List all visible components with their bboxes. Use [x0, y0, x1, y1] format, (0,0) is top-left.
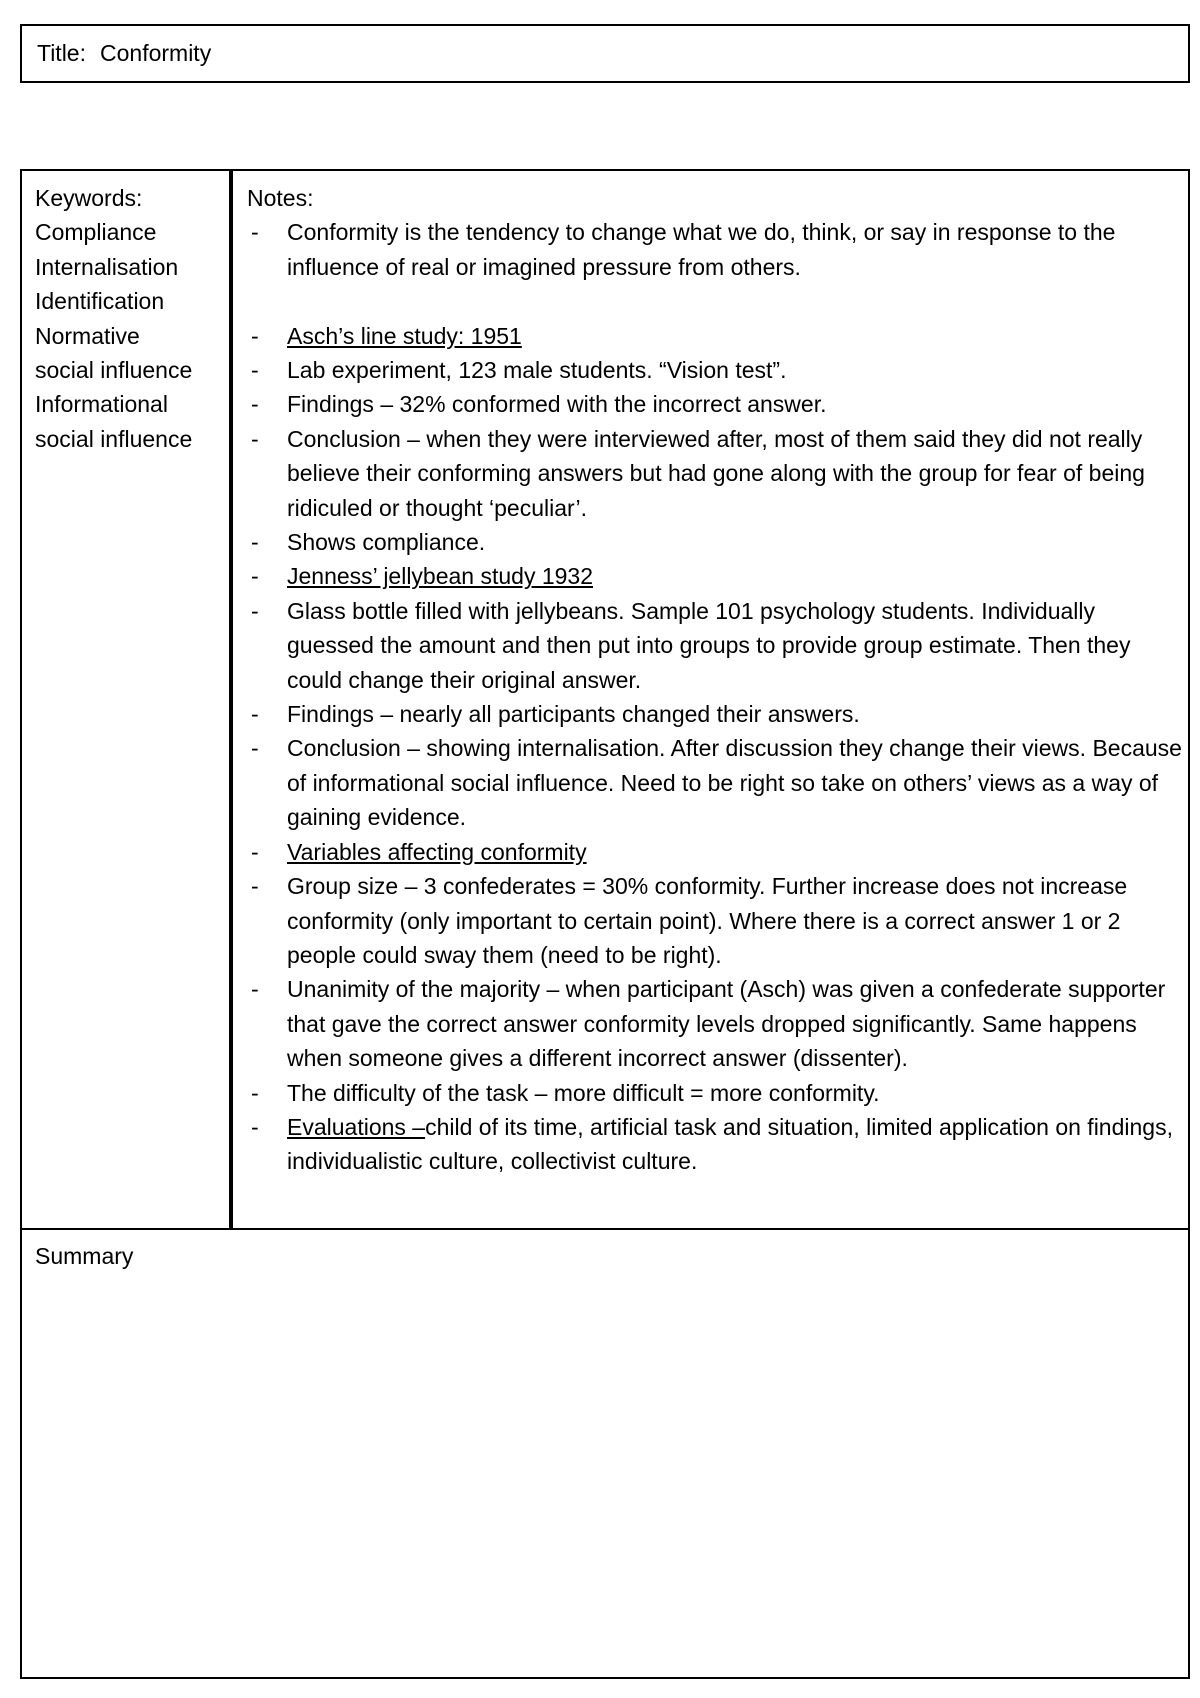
notes-list [247, 215, 1182, 1178]
evaluation-label: Evaluations – [287, 1113, 426, 1140]
keyword-item: Informational [35, 391, 168, 418]
summary-heading: Summary [35, 1243, 134, 1269]
note-item: - The difficulty of the task – more difficult = more conformity. [247, 1076, 1182, 1110]
title-box [20, 24, 1190, 83]
notes-column [247, 181, 1182, 1179]
note-item [247, 319, 1182, 353]
keyword-item: social influence [35, 357, 193, 384]
note-subheading: Jenness’ jellybean study 1932 [287, 563, 594, 590]
note-item: - Group size – 3 confederates = 30% conformity. Further increase does not increase conformity (only important to certain point). Where there is a correct answer 1 or 2 people could sway them (need to be right). [247, 869, 1182, 972]
note-item: - Shows compliance. [247, 525, 1182, 559]
note-item: - Findings – 32% conformed with the incorrect answer. [247, 387, 1182, 421]
column-divider [229, 171, 233, 1228]
notes-table [20, 169, 1190, 1679]
note-item: - Conclusion – showing internalisation. After discussion they change their views. Because of informational social influence. Need to be right so take on others’ views as a way of gaining evidence. [247, 731, 1182, 834]
keyword-item: social influence [35, 425, 193, 452]
keyword-item: Internalisation [35, 253, 179, 280]
note-item [247, 559, 1182, 593]
keywords-heading: Keywords: [35, 185, 143, 211]
keywords-column [35, 181, 225, 456]
note-item: - Unanimity of the majority – when participant (Asch) was given a confederate supporter that gave the correct answer conformity levels dropped significantly. Same happens when someone gives a different incorrect answer (dissenter). [247, 972, 1182, 1075]
note-item: - Findings – nearly all participants changed their answers. [247, 697, 1182, 731]
note-item [247, 1110, 1182, 1179]
row-divider [22, 1228, 1188, 1230]
note-item: - Glass bottle filled with jellybeans. Sample 101 psychology students. Individually guessed the amount and then put into groups to provide group estimate. Then they could change their original answer. [247, 594, 1182, 697]
title-label: Title: [37, 40, 86, 66]
title-value: Conformity [100, 40, 212, 66]
note-item: - Conclusion – when they were interviewed after, most of them said they did not really believe their conforming answers but had gone along with the group for fear of being ridiculed or thought ‘peculiar’. [247, 422, 1182, 525]
note-item: - Conformity is the tendency to change what we do, think, or say in response to the influence of real or imagined pressure from others. [247, 215, 1182, 284]
keyword-item: Normative [35, 322, 140, 349]
notes-heading: Notes: [247, 185, 314, 211]
note-subheading: Asch’s line study: 1951 [287, 322, 522, 349]
keyword-item: Compliance [35, 219, 157, 246]
note-item [247, 835, 1182, 869]
keyword-item: Identification [35, 288, 165, 315]
note-subheading: Variables affecting conformity [287, 838, 587, 865]
evaluation-text: child of its time, artificial task and situation, limited application on findings, individualistic culture, collectivist culture. [287, 1113, 1173, 1175]
note-item: - Lab experiment, 123 male students. “Vision test”. [247, 353, 1182, 387]
